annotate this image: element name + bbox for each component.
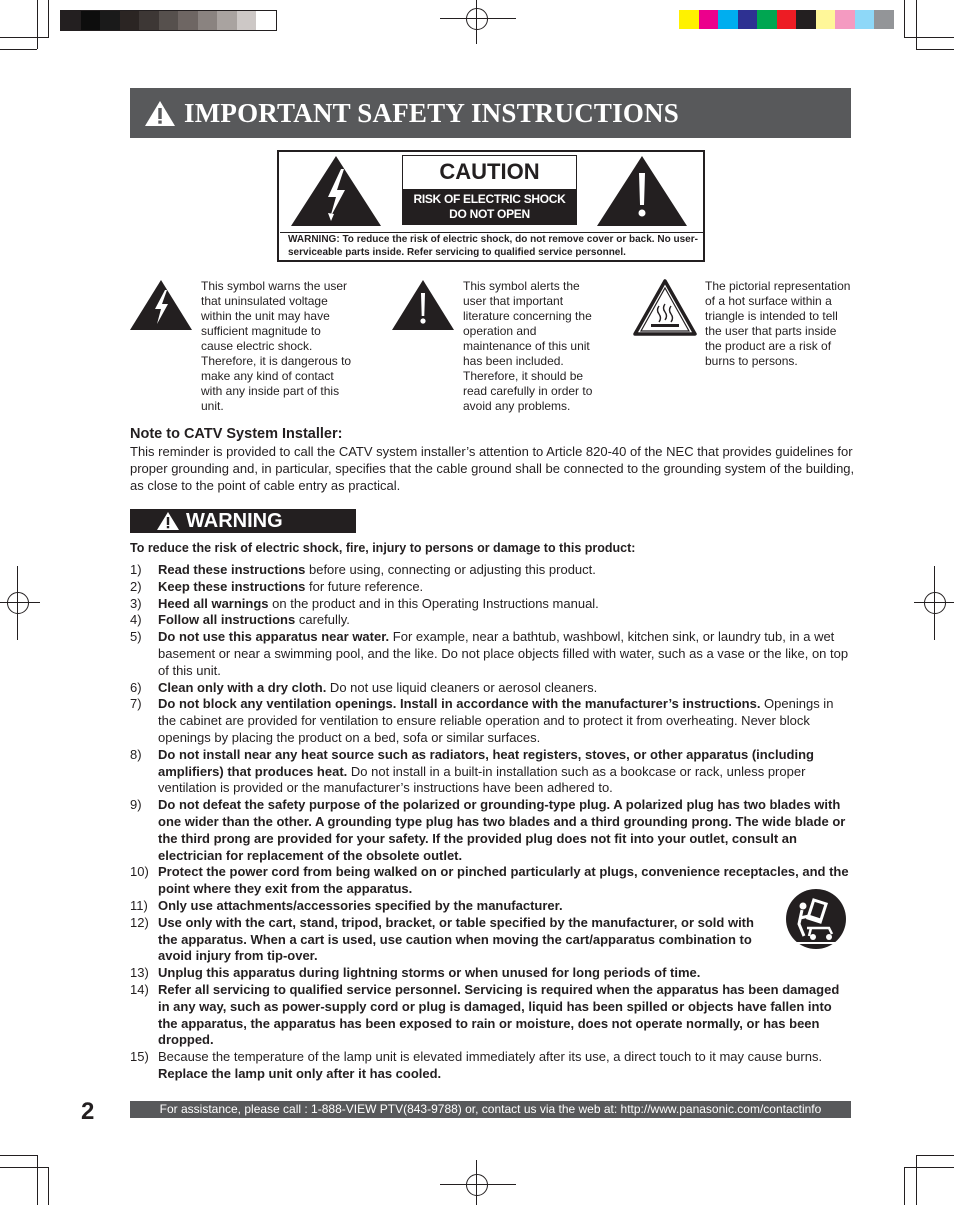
item-bold-text: Keep these instructions bbox=[158, 578, 306, 594]
item-number: 7) bbox=[130, 696, 142, 712]
warning-list-item bbox=[130, 747, 852, 797]
item-number: 4) bbox=[130, 612, 142, 628]
item-number: 11) bbox=[130, 897, 148, 913]
item-bold-text: Only use attachments/accessories specified by the manufacturer. bbox=[158, 897, 563, 913]
warning-triangle-icon bbox=[144, 100, 176, 127]
item-text bbox=[158, 898, 852, 915]
color-bar bbox=[679, 10, 894, 29]
crop-mark bbox=[905, 1167, 954, 1168]
crop-mark bbox=[48, 1167, 49, 1205]
registration-line bbox=[17, 566, 18, 640]
warning-list-item bbox=[130, 629, 852, 679]
crop-mark bbox=[37, 0, 38, 49]
crop-mark bbox=[916, 49, 954, 50]
item-number: 2) bbox=[130, 578, 142, 594]
color-swatch bbox=[855, 10, 875, 29]
color-swatch bbox=[699, 10, 719, 29]
crop-mark bbox=[916, 1155, 954, 1156]
crop-mark bbox=[904, 1167, 905, 1205]
item-bold-text: Follow all instructions bbox=[158, 612, 296, 628]
item-number: 6) bbox=[130, 679, 142, 695]
item-text bbox=[158, 982, 852, 1049]
registration-line bbox=[440, 18, 516, 19]
crop-mark bbox=[48, 0, 49, 38]
registration-line bbox=[476, 0, 477, 44]
item-bold-text: Clean only with a dry cloth. bbox=[158, 679, 327, 695]
registration-line bbox=[476, 1160, 477, 1205]
crop-mark bbox=[0, 49, 37, 50]
item-number: 15) bbox=[130, 1049, 149, 1065]
item-plain-text: Because the temperature of the lamp unit is elevated immediately after its use, a direct touch to it may cause burns. bbox=[158, 1049, 823, 1065]
item-text bbox=[158, 696, 852, 746]
item-plain-text: for future reference. bbox=[305, 578, 424, 594]
color-swatch bbox=[835, 10, 855, 29]
note-body: This reminder is provided to call the CATV system installer’s attention to Article 820-40 of the NEC that provides guidelines for proper grounding and, in particular, specifies that the cable ground shall be connected to the grounding system of the building, as close to the point of cable entry as practical. bbox=[130, 444, 855, 493]
color-swatch bbox=[100, 11, 120, 30]
warning-lead: To reduce the risk of electric shock, fire, injury to persons or damage to this product: bbox=[130, 541, 636, 555]
color-swatch bbox=[757, 10, 777, 29]
item-number: 3) bbox=[130, 595, 142, 611]
warning-list-item bbox=[130, 915, 852, 965]
item-text bbox=[158, 965, 852, 982]
exclamation-triangle-icon bbox=[391, 279, 455, 331]
symbol-description: This symbol alerts the user that important literature concerning the operation and maintenance of this unit has been included. Therefore, it should be read carefully in order to avoid any problems. bbox=[463, 279, 593, 413]
symbol-description: This symbol warns the user that uninsulated voltage within the unit may have sufficient magnitude to cause electric shock. Therefore, it is dangerous to make any kind of contact with any inside part of this unit. bbox=[201, 279, 352, 413]
registration-mark-icon bbox=[466, 1174, 488, 1196]
color-swatch bbox=[237, 11, 257, 30]
item-number: 13) bbox=[130, 965, 149, 981]
lightning-triangle-icon bbox=[290, 155, 382, 227]
color-swatch bbox=[718, 10, 738, 29]
item-text bbox=[158, 915, 852, 965]
item-plain-text: Openings in the cabinet are provided for ventilation to ensure reliable operation and to protect it from overheating. Never block openings by placing the product on a bed, sofa or similar surfaces. bbox=[158, 696, 834, 745]
warning-list-item bbox=[130, 579, 852, 596]
crop-mark bbox=[37, 1155, 38, 1205]
color-swatch bbox=[159, 11, 179, 30]
warning-label: WARNING bbox=[186, 509, 283, 532]
symbol-description: The pictorial representation of a hot surface within a triangle is intended to tell the user that parts inside the product are a risk of burns to persons. bbox=[705, 279, 851, 368]
item-plain-text: on the product and in this Operating Instructions manual. bbox=[268, 595, 599, 611]
item-text bbox=[158, 612, 852, 629]
crop-mark bbox=[0, 1155, 37, 1156]
item-plain-text: For example, near a bathtub, washbowl, kitchen sink, or laundry tub, in a wet basement or near a swimming pool, and the like. Do not place objects filled with water, such as a vase or the like, on top of this unit. bbox=[158, 629, 849, 678]
color-swatch bbox=[178, 11, 198, 30]
assistance-bar: For assistance, please call : 1-888-VIEW PTV(843-9788) or, contact us via the web at: http://www.panasonic.com/contactinfo bbox=[130, 1101, 851, 1118]
crop-mark bbox=[905, 37, 954, 38]
item-bold-text: Protect the power cord from being walked on or pinched particularly at plugs, convenience receptacles, and the point where they exit from the apparatus. bbox=[158, 864, 849, 897]
crop-mark bbox=[0, 1167, 48, 1168]
warning-list-item bbox=[130, 1049, 852, 1083]
item-bold-text: Do not block any ventilation openings. Install in accordance with the manufacturer’s instructions. bbox=[158, 696, 761, 712]
color-swatch bbox=[217, 11, 237, 30]
item-bold-text: Unplug this apparatus during lightning storms or when unused for long periods of time. bbox=[158, 965, 701, 981]
grayscale-bar bbox=[60, 10, 277, 31]
caution-subtitle bbox=[403, 189, 576, 225]
warning-list-item bbox=[130, 680, 852, 697]
caution-subtitle-line1: RISK OF ELECTRIC SHOCK bbox=[413, 192, 566, 206]
exclamation-triangle-icon bbox=[596, 155, 688, 227]
hot-surface-icon bbox=[633, 279, 697, 337]
color-swatch bbox=[796, 10, 816, 29]
caution-title: CAUTION bbox=[439, 159, 540, 184]
registration-line bbox=[934, 566, 935, 640]
lightning-triangle-icon bbox=[129, 279, 193, 331]
item-bold-text: Do not install near any heat source such as radiators, heat registers, stoves, or other apparatus (including amplifiers) that produces heat. bbox=[158, 746, 814, 779]
page-number: 2 bbox=[81, 1098, 95, 1125]
color-swatch bbox=[198, 11, 218, 30]
item-text bbox=[158, 797, 852, 864]
item-bold-text: Heed all warnings bbox=[158, 595, 269, 611]
crop-mark bbox=[904, 0, 905, 38]
registration-mark-icon bbox=[7, 592, 29, 614]
caution-label bbox=[402, 155, 577, 225]
item-plain-text: Do not use liquid cleaners or aerosol cleaners. bbox=[326, 679, 598, 695]
item-number: 10) bbox=[130, 864, 149, 880]
color-swatch bbox=[777, 10, 797, 29]
item-number: 8) bbox=[130, 746, 142, 762]
item-plain-text: Do not install in a built-in installation such as a bookcase or rack, unless proper ventilation is provided or the manufacturer’s instructions have been adhered to. bbox=[158, 763, 806, 796]
warning-list-item bbox=[130, 965, 852, 982]
color-swatch bbox=[61, 11, 81, 30]
registration-mark-icon bbox=[924, 592, 946, 614]
item-text bbox=[158, 1049, 852, 1083]
registration-line bbox=[440, 1184, 516, 1185]
item-text bbox=[158, 629, 852, 679]
note-heading: Note to CATV System Installer: bbox=[130, 426, 343, 442]
item-bold-text: Use only with the cart, stand, tripod, bracket, or table specified by the manufacturer, or sold with the apparatus. When a cart is used, use caution when moving the cart/apparatus combination to avoid injury from tip-over. bbox=[158, 914, 754, 964]
cart-tip-over-icon bbox=[785, 888, 847, 950]
color-swatch bbox=[120, 11, 140, 30]
caution-warning-text: WARNING: To reduce the risk of electric shock, do not remove cover or back. No user-serviceable parts inside. Refer servicing to qualified service personnel. bbox=[280, 232, 703, 260]
caution-subtitle-line2: DO NOT OPEN bbox=[449, 207, 530, 221]
item-text bbox=[158, 562, 852, 579]
item-text bbox=[158, 579, 852, 596]
item-number: 14) bbox=[130, 981, 149, 997]
item-bold-text: Do not defeat the safety purpose of the polarized or grounding-type plug. A polarized plug has two blades with one wider than the other. A grounding type plug has two blades and a third grounding prong. The wide blade or the third prong are provided for your safety. If the provided plug does not fit into your outlet, consult an electrician for replacement of the obsolete outlet. bbox=[158, 797, 846, 863]
item-text bbox=[158, 864, 852, 898]
warning-triangle-icon bbox=[156, 511, 180, 531]
item-number: 5) bbox=[130, 629, 142, 645]
color-swatch bbox=[679, 10, 699, 29]
item-bold-text: Read these instructions bbox=[158, 562, 306, 577]
registration-line bbox=[0, 602, 40, 603]
warning-list-item bbox=[130, 596, 852, 613]
warning-list-item bbox=[130, 864, 852, 898]
item-text bbox=[158, 596, 852, 613]
color-swatch bbox=[874, 10, 894, 29]
warning-list-item bbox=[130, 612, 852, 629]
item-number: 12) bbox=[130, 914, 149, 930]
color-swatch bbox=[738, 10, 758, 29]
warning-list-item bbox=[130, 562, 852, 579]
page-title-bar bbox=[130, 88, 851, 138]
crop-mark bbox=[916, 0, 917, 49]
item-plain-text: carefully. bbox=[295, 612, 350, 628]
warning-bar bbox=[130, 509, 356, 533]
warning-list-item bbox=[130, 898, 852, 915]
color-swatch bbox=[256, 11, 276, 30]
color-swatch bbox=[139, 11, 159, 30]
item-number: 9) bbox=[130, 797, 142, 813]
item-number: 1) bbox=[130, 562, 142, 577]
item-bold-text: Refer all servicing to qualified service personnel. Servicing is required when the apparatus has been damaged in any way, such as power-supply cord or plug is damaged, liquid has been spilled or objects have fallen into the apparatus, the apparatus has been exposed to rain or moisture, does not operate normally, or has been dropped. bbox=[158, 981, 840, 1048]
color-swatch bbox=[816, 10, 836, 29]
item-text bbox=[158, 747, 852, 797]
crop-mark bbox=[916, 1155, 917, 1205]
warning-list-item bbox=[130, 696, 852, 746]
item-plain-text: before using, connecting or adjusting this product. bbox=[305, 562, 596, 577]
item-bold-end-text: Replace the lamp unit only after it has cooled. bbox=[158, 1065, 442, 1081]
item-bold-text: Do not use this apparatus near water. bbox=[158, 629, 390, 645]
registration-mark-icon bbox=[466, 8, 488, 30]
item-text bbox=[158, 680, 852, 697]
warning-list-item bbox=[130, 797, 852, 864]
crop-mark bbox=[0, 37, 48, 38]
color-swatch bbox=[81, 11, 101, 30]
warning-list-item bbox=[130, 982, 852, 1049]
page-title: IMPORTANT SAFETY INSTRUCTIONS bbox=[184, 97, 679, 128]
warning-list bbox=[130, 562, 852, 1083]
